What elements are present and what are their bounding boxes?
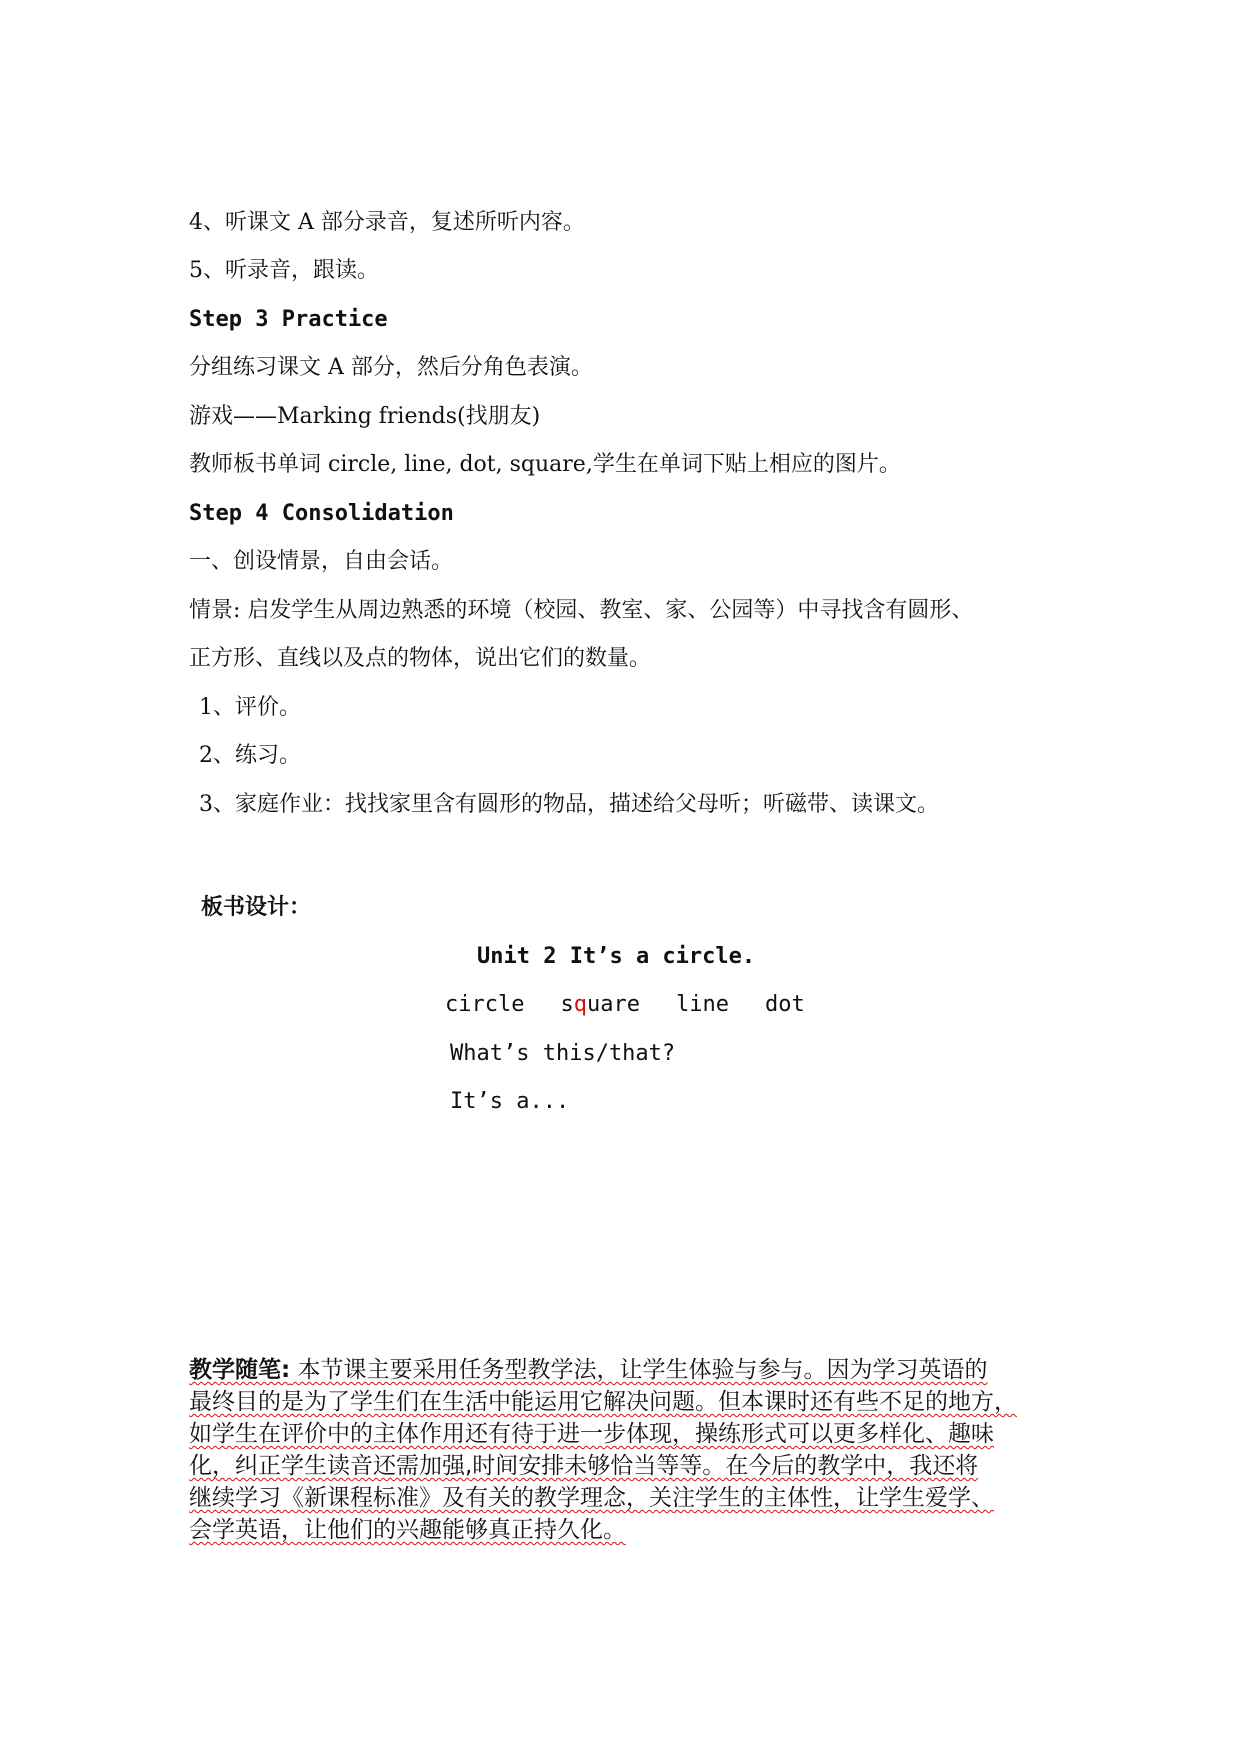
practice-game: 游戏——Marking friends(找朋友) [189,404,541,429]
notes-row-1: 教学随笔: 本节课主要采用任务型教学法，让学生体验与参与。因为学习英语的 [189,1357,988,1383]
notes-row-5: 继续学习《新课程标准》及有关的教学理念，关注学生的主体性，让学生爱学、 [189,1485,994,1511]
step-item-5: 5、听录音，跟读。 [189,258,379,283]
evaluation-item: 1、评价。 [199,695,301,720]
consolidation-scene-cont: 正方形、直线以及点的物体，说出它们的数量。 [189,646,652,671]
word-line: line [675,992,729,1017]
consolidation-scene: 情景: 启发学生从周边熟悉的环境（校园、教室、家、公园等）中寻找含有圆形、 [189,598,974,623]
word-square: square [560,992,640,1017]
notes-row-2: 最终目的是为了学生们在生活中能运用它解决问题。但本课时还有些不足的地方， [189,1389,1017,1415]
notes-row-3: 如学生在评价中的主体作用还有待于进一步体现，操练形式可以更多样化、趣味 [189,1421,994,1447]
notes-label: 教学随笔: [189,1357,291,1383]
teaching-notes [189,1354,1069,1546]
practice-group: 分组练习课文 A 部分，然后分角色表演。 [189,355,593,380]
board-answer: It’s a... [450,1089,570,1114]
board-question: What’s this/that? [450,1041,676,1066]
board-heading: 板书设计： [201,895,312,920]
word-circle: circle [445,992,525,1017]
board-title: Unit 2 It’s a circle. [477,944,756,969]
notes-row-6: 会学英语，让他们的兴趣能够真正持久化。 [189,1517,626,1543]
consolidation-1: 一、创设情景，自由会话。 [189,549,454,574]
board-words [445,990,841,1020]
homework-item: 3、家庭作业：找找家里含有圆形的物品，描述给父母听；听磁带、读课文。 [199,792,939,817]
practice-board: 教师板书单词 circle, line, dot, square,学生在单词下贴上相应的图片。 [189,452,901,477]
step-4-heading: Step 4 Consolidation [189,501,454,526]
practice-item: 2、练习。 [199,743,301,768]
step-3-heading: Step 3 Practice [189,307,388,332]
step-item-4: 4、听课文 A 部分录音，复述所听内容。 [189,210,585,235]
notes-row-4: 化，纠正学生读音还需加强,时间安排未够恰当等等。在今后的教学中，我还将 [189,1453,979,1479]
word-dot: dot [764,992,805,1017]
